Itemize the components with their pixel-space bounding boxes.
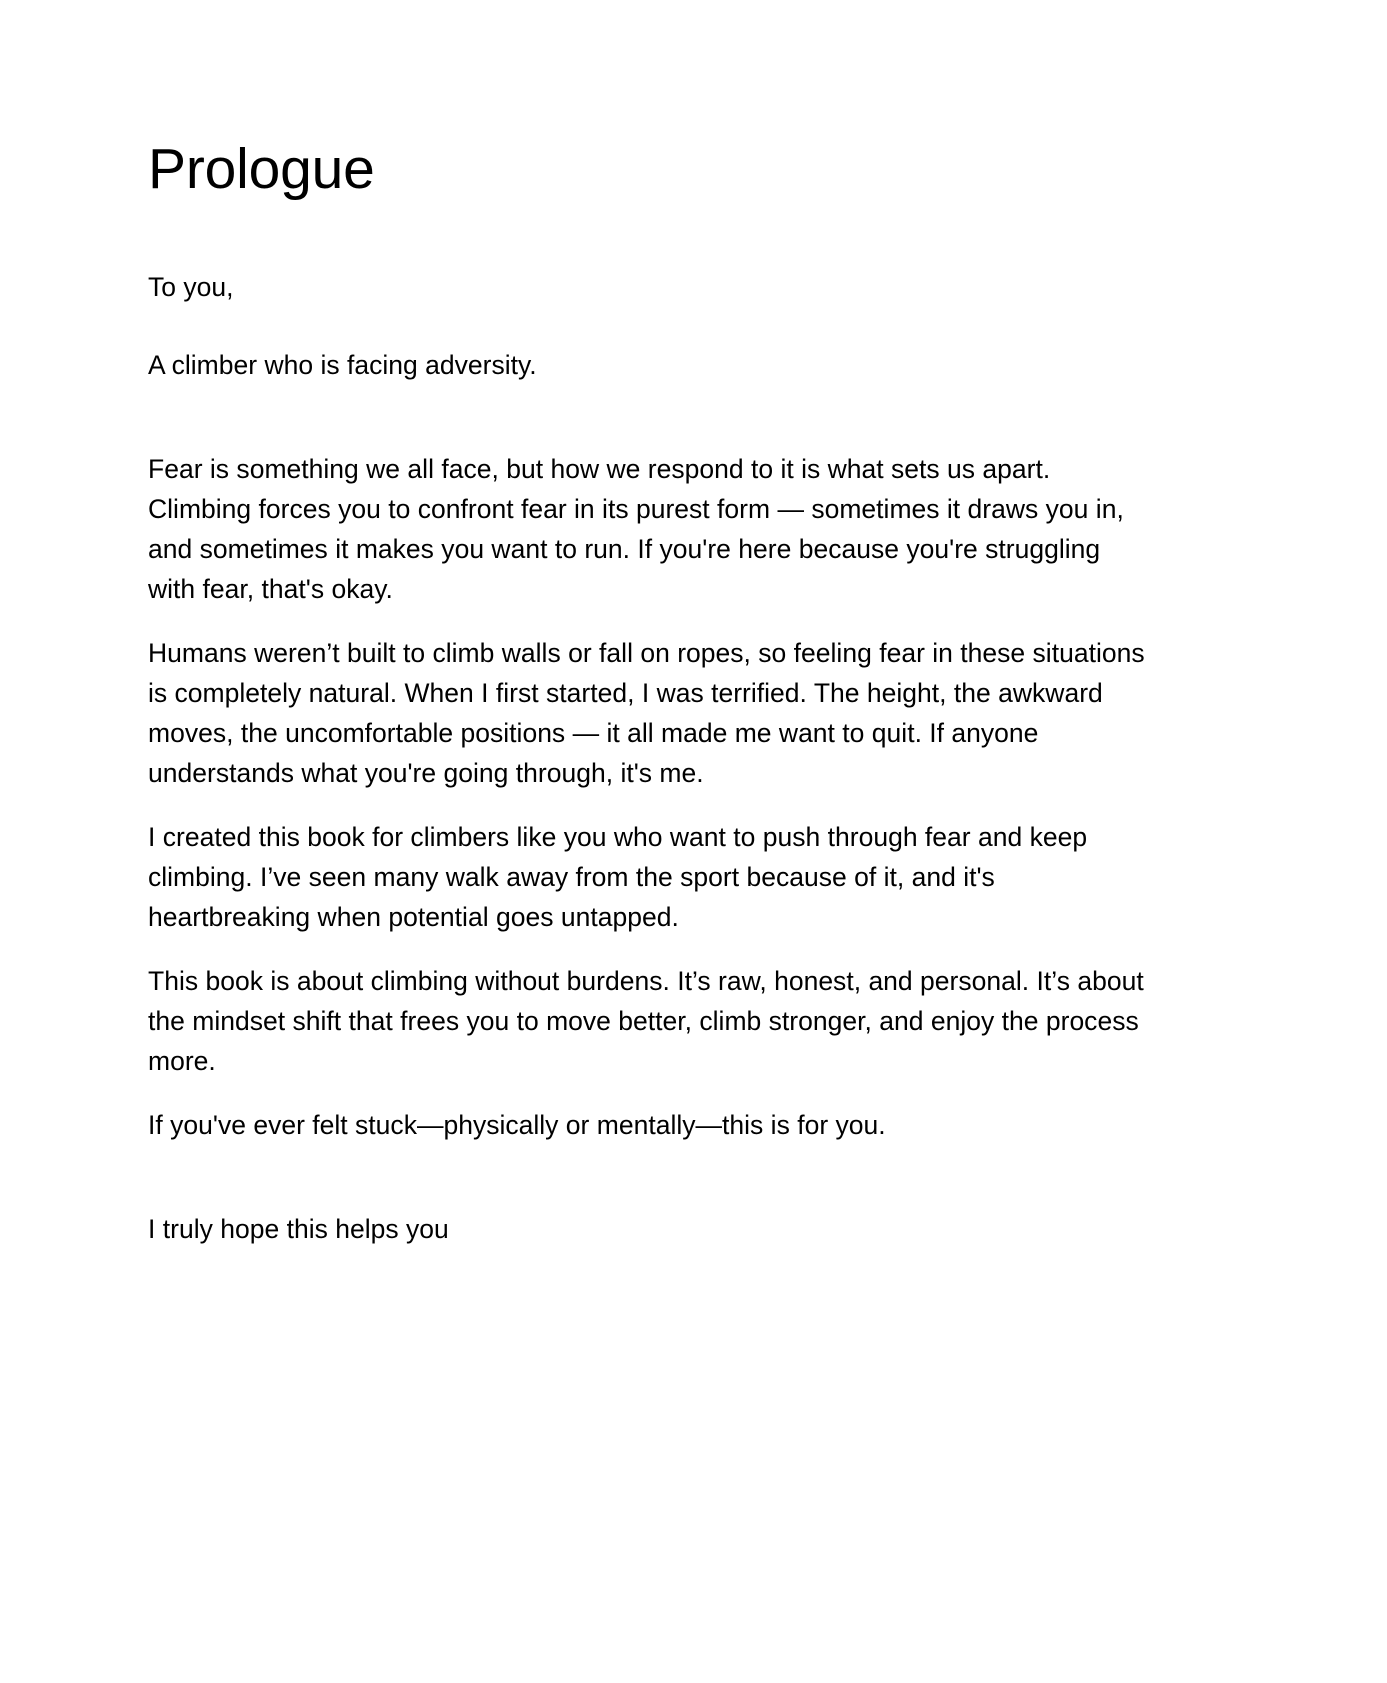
body-paragraph-2: Humans weren’t built to climb walls or fall on ropes, so feeling fear in these situations is completely natural. When I first started, I was terrified. The height, the awkward moves, the uncomfortable positions — it all made me want to quit. If anyone understands what you're going through, it's me. bbox=[148, 637, 1145, 788]
page-title: Prologue bbox=[148, 137, 375, 201]
body-paragraph-4: This book is about climbing without burdens. It’s raw, honest, and personal. It’s about the mindset shift that frees you to move better, climb stronger, and enjoy the process more. bbox=[148, 965, 1144, 1076]
document-body bbox=[148, 0, 1153, 1249]
body-paragraph-1: Fear is something we all face, but how we respond to it is what sets us apart. Climbing forces you to confront fear in its purest form — sometimes it draws you in, and sometimes it makes you want to run. If you're here because you're struggling with fear, that's okay. bbox=[148, 453, 1124, 604]
body-paragraph-3: I created this book for climbers like you who want to push through fear and keep climbing. I’ve seen many walk away from the sport because of it, and it's heartbreaking when potential goes untapped. bbox=[148, 821, 1088, 932]
closing-paragraph: I truly hope this helps you bbox=[148, 1213, 449, 1244]
subject-paragraph: A climber who is facing adversity. bbox=[148, 349, 537, 380]
salutation-paragraph: To you, bbox=[148, 271, 234, 302]
body-paragraph-5: If you've ever felt stuck—physically or mentally—this is for you. bbox=[148, 1109, 886, 1140]
